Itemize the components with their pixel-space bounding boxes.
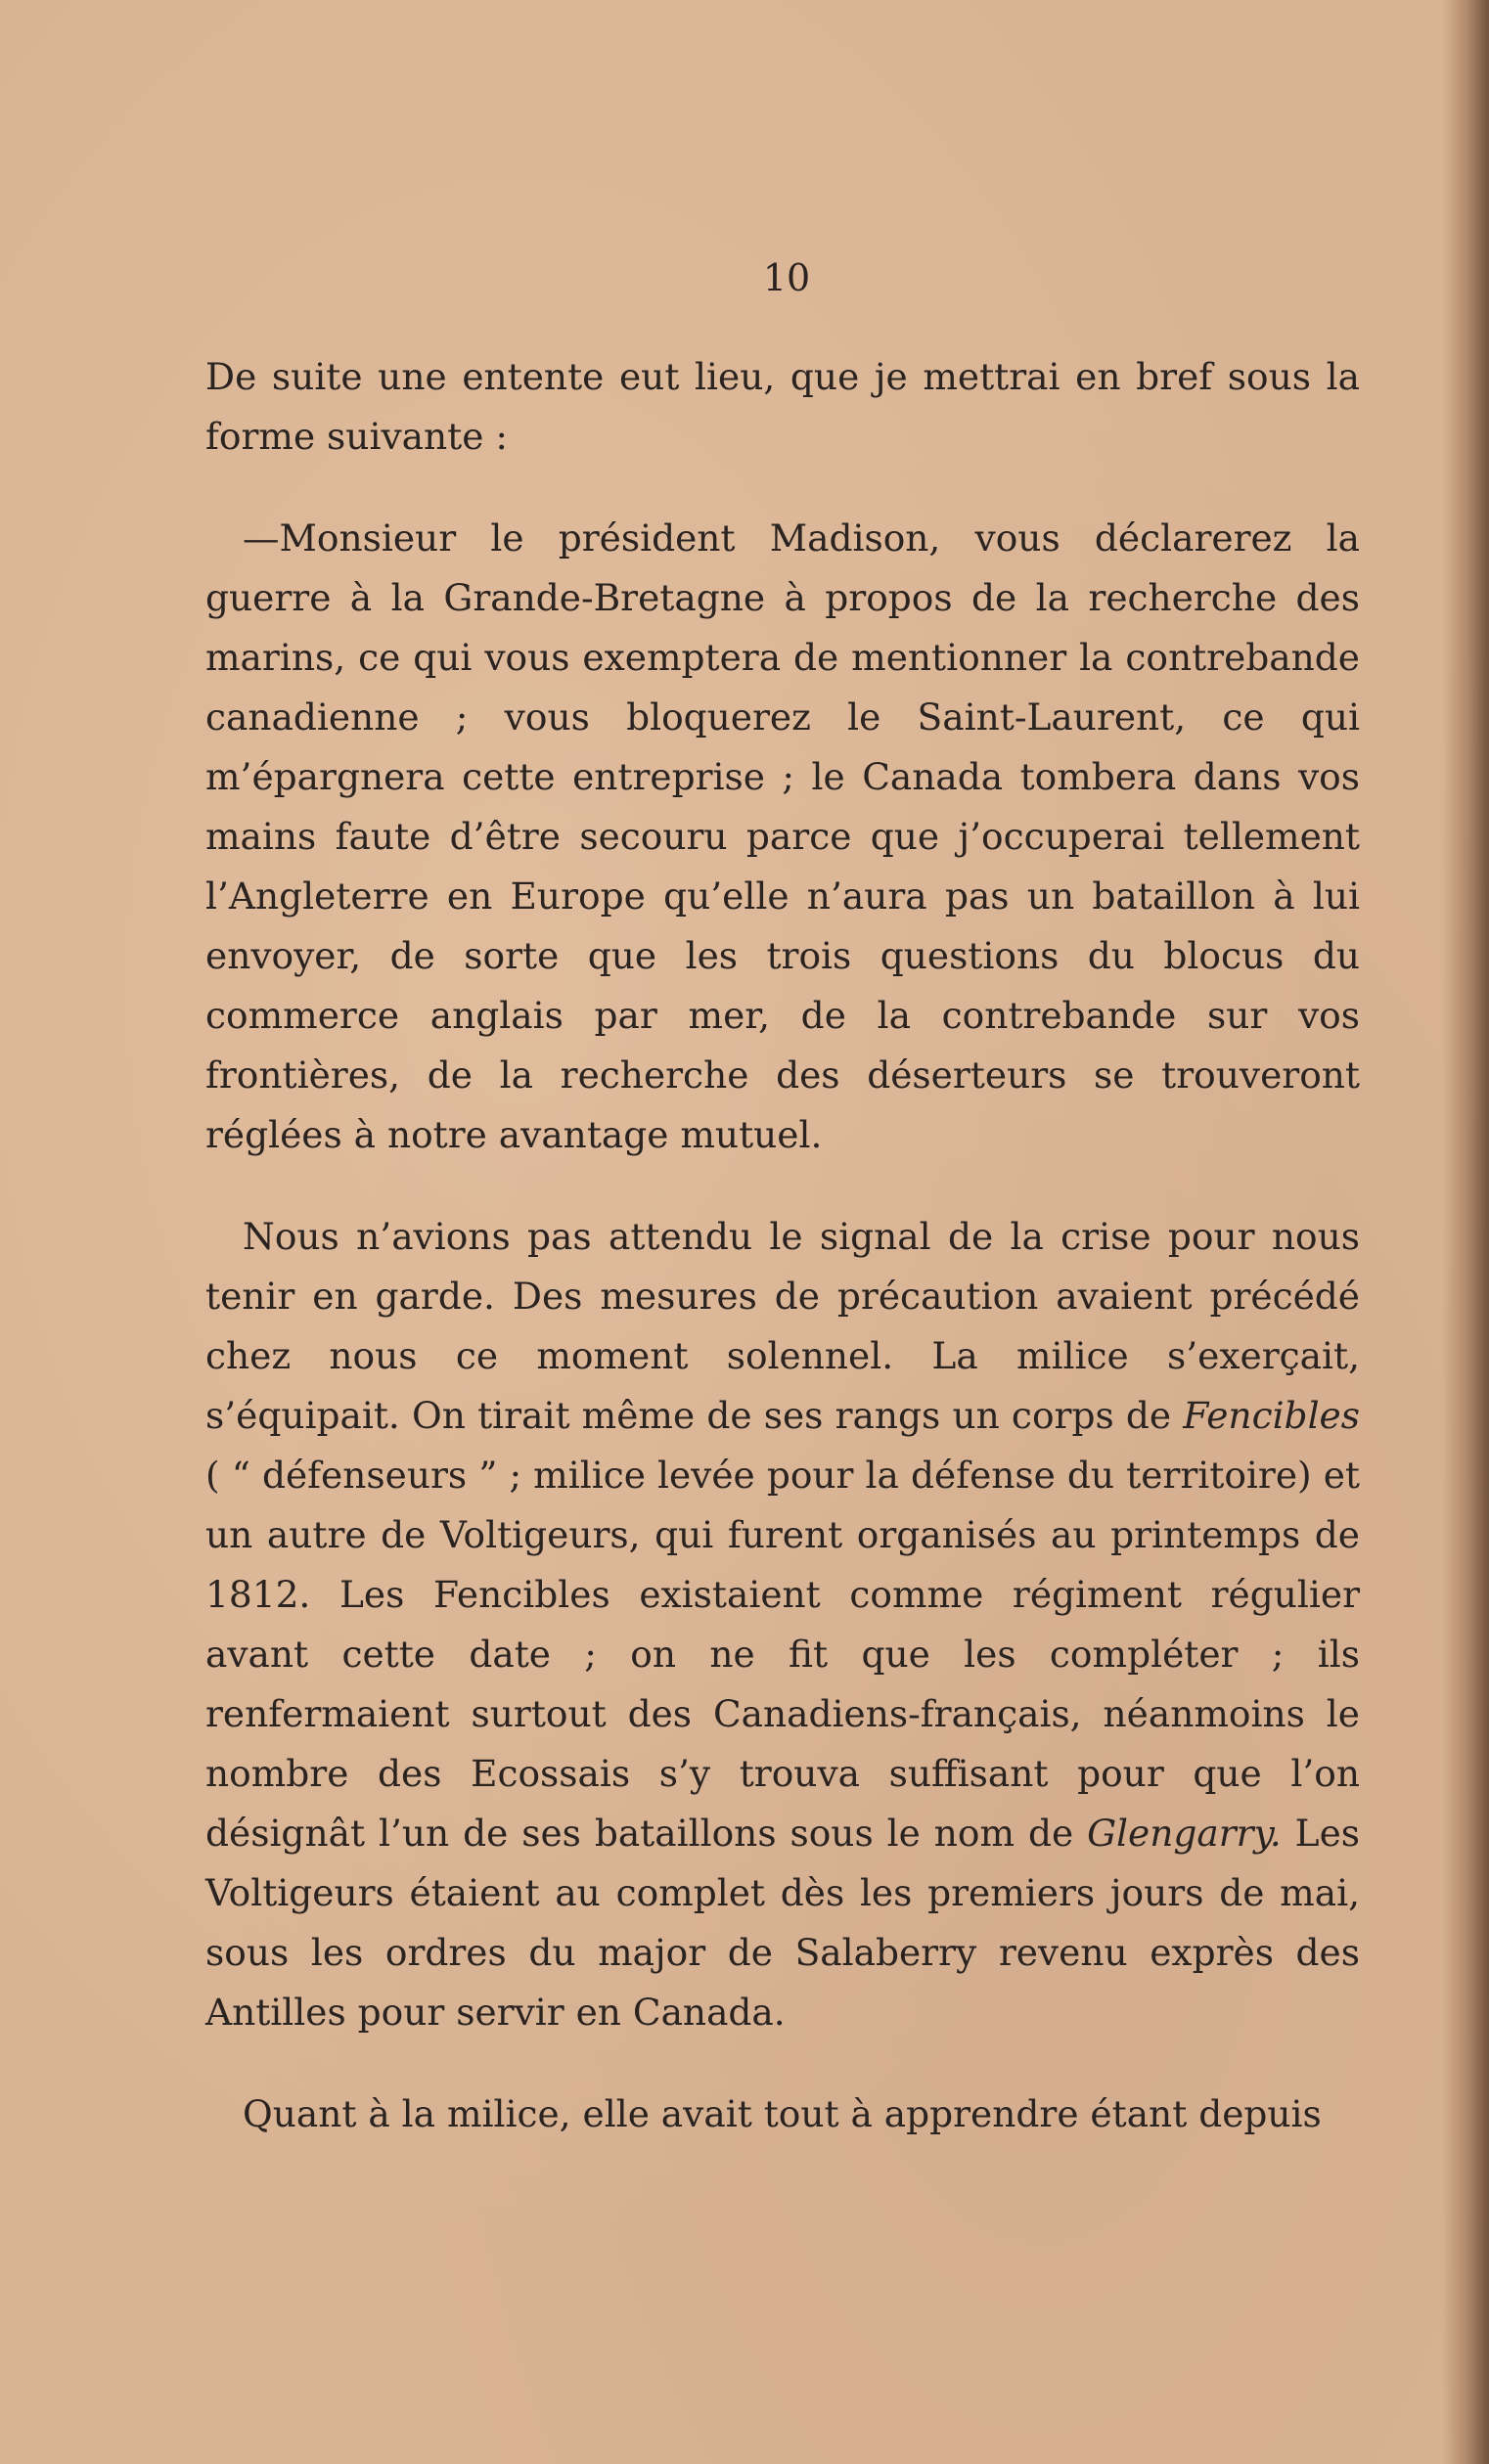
paragraph-3 [205,1207,1360,2042]
paragraph-3-part-3: Les Voltigeurs étaient au complet dès les premiers jours de mai, sous les ordres du major de Salaberry revenu exprès des Antilles pour servir en Canada. [205,1812,1360,2034]
paragraph-2: —Monsieur le président Madison, vous déclarerez la guerre à la Grande-Bretagne à propos de la recherche des marins, ce qui vous exemptera de mentionner la contrebande canadienne ; vous bloquerez le Saint-Laurent, ce qui m’épargnera cette entreprise ; le Canada tombera dans vos mains faute d’être secouru parce que j’occuperai tellement l’Angleterre en Europe qu’elle n’aura pas un bataillon à lui envoyer, de sorte que les trois questions du blocus du commerce anglais par mer, de la contrebande sur vos frontières, de la recherche des déserteurs se trouveront réglées à notre avantage mutuel. [205,516,1360,1156]
glengarry-term: Glengarry. [1087,1812,1282,1855]
body-text [205,347,1360,2186]
paragraph-3-part-1: Nous n’avions pas attendu le signal de la crise pour nous tenir en garde. Des mesures de précaution avaient précédé chez nous ce moment solennel. La milice s’exerçait, s’équipait. On tirait même de ses rangs un corps de [205,1215,1360,1437]
paragraph-3-part-2: ( “ défenseurs ” ; milice levée pour la défense du territoire) et un autre de Voltigeurs, qui furent organisés au printemps de 1812. Les Fencibles existaient comme régiment régulier avant cette date ; on ne fit que les compléter ; ils renfermaient surtout des Canadiens-français, néanmoins le nombre des Ecossais s’y trouva suffisant pour que l’on désignât l’un de ses bataillons sous le nom de [205,1454,1360,1855]
paragraph-4: Quant à la milice, elle avait tout à apprendre étant depuis [243,2092,1322,2135]
paragraph-1: De suite une entente eut lieu, que je mettrai en bref sous la forme suivante : [205,355,1360,458]
fencibles-term: Fencibles [1183,1394,1360,1437]
page-number: 10 [762,256,811,299]
page-edge-shadow [1442,0,1489,2464]
